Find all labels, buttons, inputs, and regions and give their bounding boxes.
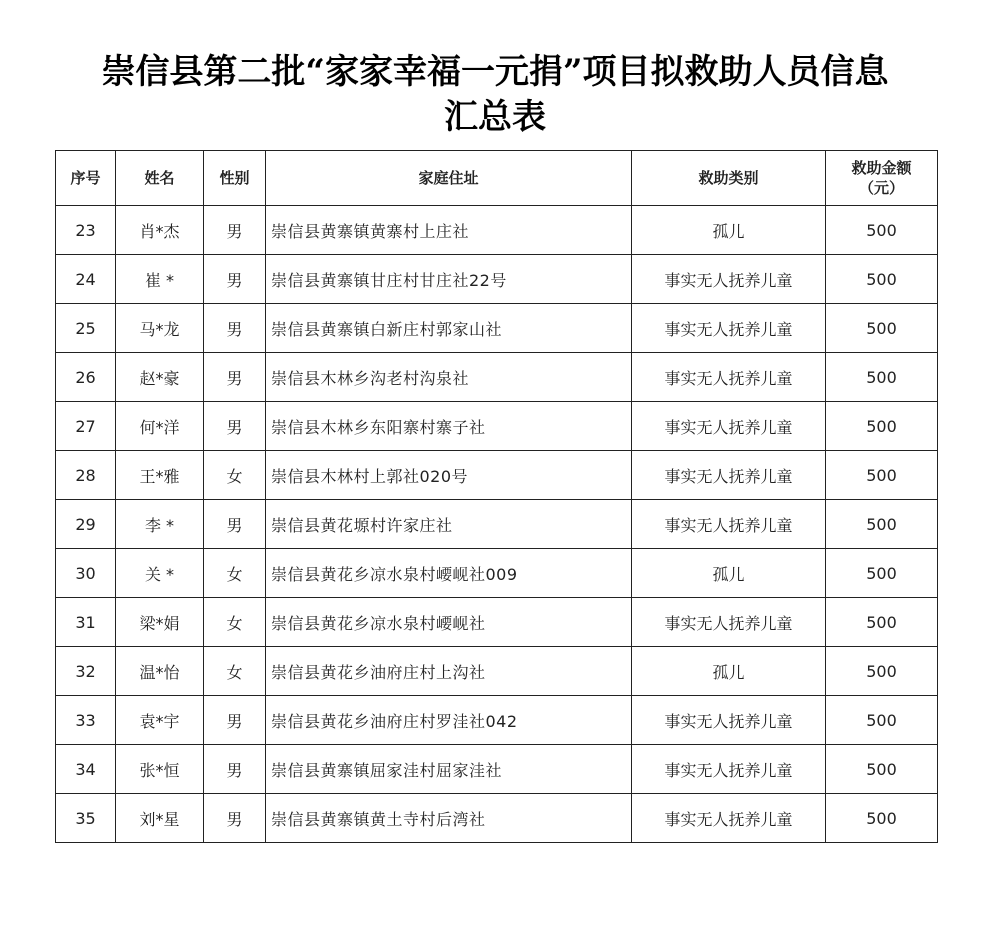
cell-address: 崇信县黄寨镇白新庄村郭家山社 — [266, 304, 632, 353]
cell-name: 何*洋 — [116, 402, 204, 451]
cell-name: 李 * — [116, 500, 204, 549]
header-gender: 性别 — [204, 151, 266, 206]
cell-seq: 27 — [56, 402, 116, 451]
table-row — [56, 304, 938, 353]
cell-amount: 500 — [826, 206, 938, 255]
header-address: 家庭住址 — [266, 151, 632, 206]
cell-amount: 500 — [826, 451, 938, 500]
cell-name: 温*怡 — [116, 647, 204, 696]
cell-name: 梁*娟 — [116, 598, 204, 647]
cell-name: 关 * — [116, 549, 204, 598]
cell-amount: 500 — [826, 549, 938, 598]
table-header-row — [56, 151, 938, 206]
cell-amount: 500 — [826, 598, 938, 647]
cell-category: 事实无人抚养儿童 — [632, 745, 826, 794]
cell-seq: 24 — [56, 255, 116, 304]
cell-name: 肖*杰 — [116, 206, 204, 255]
cell-seq: 29 — [56, 500, 116, 549]
cell-name: 张*恒 — [116, 745, 204, 794]
table-row — [56, 500, 938, 549]
cell-category: 事实无人抚养儿童 — [632, 696, 826, 745]
cell-name: 崔 * — [116, 255, 204, 304]
cell-name: 赵*豪 — [116, 353, 204, 402]
cell-category: 孤儿 — [632, 647, 826, 696]
cell-seq: 34 — [56, 745, 116, 794]
cell-gender: 男 — [204, 794, 266, 843]
cell-address: 崇信县木林乡沟老村沟泉社 — [266, 353, 632, 402]
table-row — [56, 206, 938, 255]
cell-gender: 女 — [204, 647, 266, 696]
cell-gender: 男 — [204, 696, 266, 745]
table-row — [56, 451, 938, 500]
cell-seq: 33 — [56, 696, 116, 745]
title-line-1: 崇信县第二批“家家幸福一元捐”项目拟救助人员信息 — [101, 52, 889, 92]
cell-address: 崇信县黄寨镇屈家洼村屈家洼社 — [266, 745, 632, 794]
table-row — [56, 353, 938, 402]
header-amount — [826, 151, 938, 206]
cell-gender: 女 — [204, 549, 266, 598]
cell-amount: 500 — [826, 304, 938, 353]
table-body — [56, 206, 938, 843]
cell-amount: 500 — [826, 745, 938, 794]
table-row — [56, 696, 938, 745]
cell-category: 事实无人抚养儿童 — [632, 402, 826, 451]
header-category: 救助类别 — [632, 151, 826, 206]
cell-name: 王*雅 — [116, 451, 204, 500]
document-title — [0, 50, 990, 140]
cell-category: 事实无人抚养儿童 — [632, 500, 826, 549]
cell-address: 崇信县黄花塬村许家庄社 — [266, 500, 632, 549]
cell-seq: 25 — [56, 304, 116, 353]
cell-address: 崇信县黄寨镇甘庄村甘庄社22号 — [266, 255, 632, 304]
cell-name: 袁*宇 — [116, 696, 204, 745]
cell-amount: 500 — [826, 402, 938, 451]
table-row — [56, 598, 938, 647]
cell-seq: 35 — [56, 794, 116, 843]
cell-amount: 500 — [826, 647, 938, 696]
cell-name: 马*龙 — [116, 304, 204, 353]
cell-address: 崇信县黄花乡凉水泉村崾岘社009 — [266, 549, 632, 598]
cell-amount: 500 — [826, 500, 938, 549]
relief-recipients-table — [55, 150, 938, 843]
cell-gender: 男 — [204, 500, 266, 549]
cell-category: 事实无人抚养儿童 — [632, 451, 826, 500]
cell-amount: 500 — [826, 255, 938, 304]
header-amount-line1: 救助金额 — [851, 159, 912, 177]
table-row — [56, 794, 938, 843]
cell-address: 崇信县木林乡东阳寨村寨子社 — [266, 402, 632, 451]
table-row — [56, 647, 938, 696]
cell-gender: 男 — [204, 745, 266, 794]
cell-gender: 男 — [204, 206, 266, 255]
cell-address: 崇信县黄寨镇黄土寺村后湾社 — [266, 794, 632, 843]
table-row — [56, 745, 938, 794]
cell-amount: 500 — [826, 794, 938, 843]
cell-seq: 30 — [56, 549, 116, 598]
cell-gender: 男 — [204, 255, 266, 304]
table-row — [56, 549, 938, 598]
header-seq: 序号 — [56, 151, 116, 206]
cell-category: 事实无人抚养儿童 — [632, 255, 826, 304]
table-row — [56, 255, 938, 304]
cell-category: 事实无人抚养儿童 — [632, 353, 826, 402]
cell-category: 事实无人抚养儿童 — [632, 794, 826, 843]
cell-seq: 28 — [56, 451, 116, 500]
cell-amount: 500 — [826, 696, 938, 745]
cell-address: 崇信县黄寨镇黄寨村上庄社 — [266, 206, 632, 255]
cell-address: 崇信县黄花乡油府庄村罗洼社042 — [266, 696, 632, 745]
cell-category: 事实无人抚养儿童 — [632, 598, 826, 647]
cell-address: 崇信县黄花乡油府庄村上沟社 — [266, 647, 632, 696]
cell-seq: 23 — [56, 206, 116, 255]
header-name: 姓名 — [116, 151, 204, 206]
cell-seq: 26 — [56, 353, 116, 402]
cell-name: 刘*星 — [116, 794, 204, 843]
cell-address: 崇信县木林村上郭社020号 — [266, 451, 632, 500]
cell-seq: 31 — [56, 598, 116, 647]
header-amount-line2: （元） — [858, 179, 904, 197]
title-line-2: 汇总表 — [444, 97, 546, 137]
cell-gender: 男 — [204, 402, 266, 451]
cell-category: 孤儿 — [632, 206, 826, 255]
cell-gender: 女 — [204, 451, 266, 500]
cell-category: 事实无人抚养儿童 — [632, 304, 826, 353]
cell-gender: 男 — [204, 304, 266, 353]
cell-gender: 女 — [204, 598, 266, 647]
table-row — [56, 402, 938, 451]
cell-category: 孤儿 — [632, 549, 826, 598]
cell-amount: 500 — [826, 353, 938, 402]
cell-address: 崇信县黄花乡凉水泉村崾岘社 — [266, 598, 632, 647]
cell-gender: 男 — [204, 353, 266, 402]
cell-seq: 32 — [56, 647, 116, 696]
